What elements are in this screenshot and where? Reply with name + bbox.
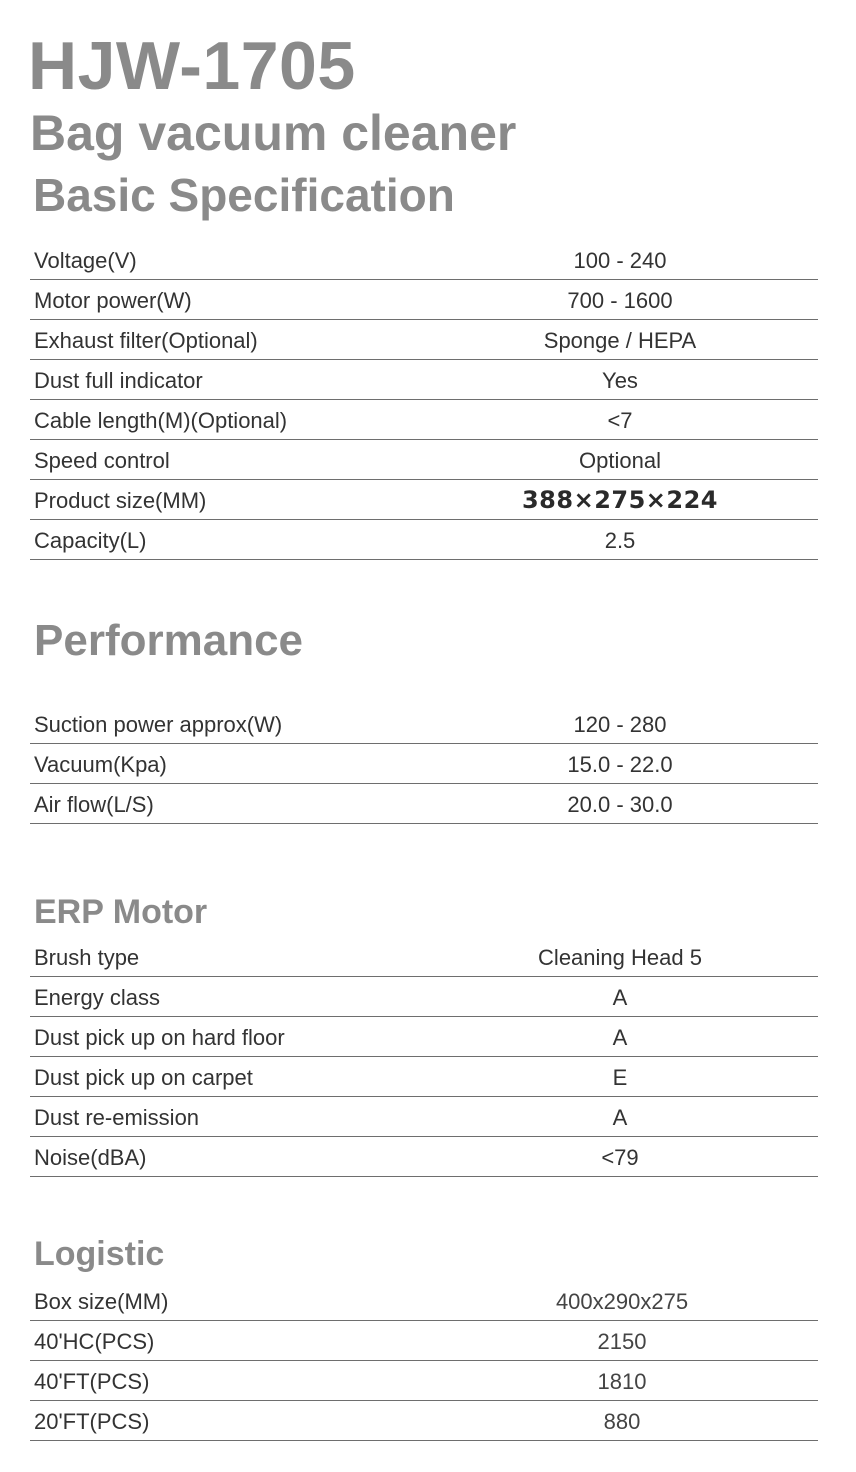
- row-label: Energy class: [34, 985, 160, 1010]
- row-value: 388×275×224: [521, 486, 718, 514]
- row-value: 2150: [597, 1329, 647, 1354]
- row-label: Dust pick up on carpet: [34, 1065, 253, 1090]
- table-row: [30, 360, 818, 400]
- row-label: Brush type: [34, 945, 140, 970]
- section-title-logistic: Logistic: [34, 1235, 165, 1273]
- table-row: [30, 280, 818, 320]
- row-label: Capacity(L): [34, 528, 147, 553]
- row-value: 100 - 240: [573, 248, 667, 273]
- table-row: [30, 977, 818, 1017]
- row-label: Motor power(W): [34, 288, 192, 313]
- performance-table: [30, 704, 818, 824]
- row-label: Vacuum(Kpa): [34, 752, 167, 777]
- row-value: A: [612, 1025, 628, 1050]
- section-title-erp-motor: ERP Motor: [34, 893, 208, 931]
- table-row: [30, 937, 818, 977]
- row-label: Dust re-emission: [34, 1105, 200, 1130]
- table-row: [30, 1137, 818, 1177]
- table-row: [30, 1017, 818, 1057]
- table-row: [30, 400, 818, 440]
- row-value: 120 - 280: [573, 712, 667, 737]
- row-label: Voltage(V): [34, 248, 137, 273]
- table-row: [30, 240, 818, 280]
- row-value: 15.0 - 22.0: [567, 752, 673, 777]
- row-label: Box size(MM): [34, 1289, 169, 1314]
- logistic-table: [30, 1281, 818, 1441]
- row-value: 20.0 - 30.0: [567, 792, 673, 817]
- table-row: [30, 320, 818, 360]
- row-value: Optional: [579, 448, 661, 473]
- table-row: [30, 440, 818, 480]
- table-row: [30, 1321, 818, 1361]
- erp-motor-table: [30, 937, 818, 1177]
- table-row: [30, 704, 818, 744]
- section-title-basic-specification: Basic Specification: [33, 169, 455, 221]
- row-value: 2.5: [604, 528, 636, 553]
- row-label: Product size(MM): [34, 488, 207, 513]
- table-row: [30, 744, 818, 784]
- model-number: HJW-1705: [28, 28, 356, 104]
- row-value: A: [612, 1105, 628, 1130]
- row-value: E: [612, 1065, 628, 1090]
- row-value: <79: [601, 1145, 639, 1170]
- row-value: 880: [603, 1409, 641, 1434]
- table-row: [30, 480, 818, 520]
- row-label: 20'FT(PCS): [34, 1409, 150, 1434]
- row-label: Dust full indicator: [34, 368, 203, 393]
- row-label: Noise(dBA): [34, 1145, 147, 1170]
- table-row: [30, 1361, 818, 1401]
- row-value: 1810: [597, 1369, 647, 1394]
- row-label: Cable length(M)(Optional): [34, 408, 288, 433]
- table-row: [30, 520, 818, 560]
- section-title-performance: Performance: [34, 616, 304, 665]
- row-label: Speed control: [34, 448, 170, 473]
- row-value: 400x290x275: [555, 1289, 689, 1314]
- row-label: Suction power approx(W): [34, 712, 283, 737]
- row-label: 40'FT(PCS): [34, 1369, 150, 1394]
- row-label: 40'HC(PCS): [34, 1329, 155, 1354]
- row-label: Exhaust filter(Optional): [34, 328, 258, 353]
- basic-specification-table: [30, 240, 818, 560]
- row-value: Sponge / HEPA: [543, 328, 697, 353]
- row-value: Cleaning Head 5: [538, 945, 702, 970]
- product-name: Bag vacuum cleaner: [30, 105, 517, 161]
- row-label: Dust pick up on hard floor: [34, 1025, 285, 1050]
- table-row: [30, 784, 818, 824]
- row-value: A: [612, 985, 628, 1010]
- row-value: Yes: [602, 368, 638, 393]
- table-row: [30, 1281, 818, 1321]
- table-row: [30, 1057, 818, 1097]
- row-value: 700 - 1600: [567, 288, 673, 313]
- row-label: Air flow(L/S): [34, 792, 154, 817]
- row-value: <7: [607, 408, 633, 433]
- table-row: [30, 1097, 818, 1137]
- table-row: [30, 1401, 818, 1441]
